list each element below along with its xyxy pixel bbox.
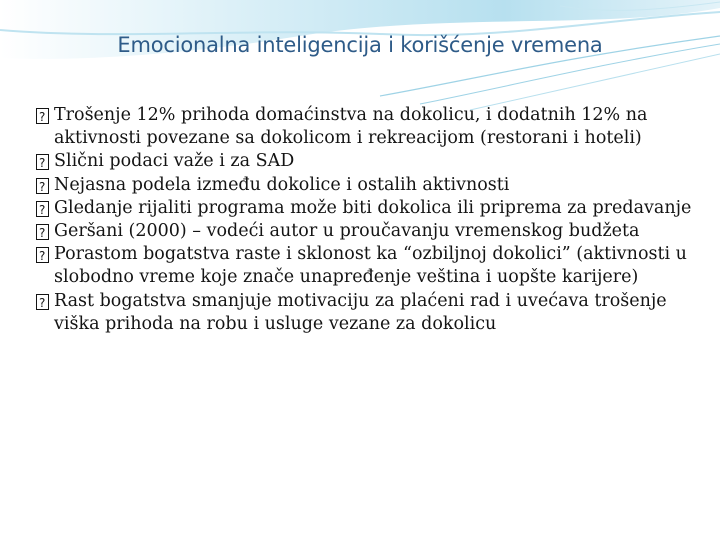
- missing-glyph-icon: [36, 224, 49, 240]
- bullet-list: [36, 104, 696, 336]
- bullet-item: [36, 197, 696, 220]
- bullet-item: [36, 174, 696, 197]
- bullet-text: Geršani (2000) – vodeći autor u proučavanju vremenskog budžeta: [54, 221, 640, 242]
- bullet-text: Porastom bogatstva raste i sklonost ka “ozbiljnoj dokolici” (aktivnosti u slobodno vreme koje znače unapređenje veština i uopšte karijere): [54, 244, 687, 288]
- missing-glyph-icon: [36, 154, 49, 170]
- missing-glyph-icon: [36, 108, 49, 124]
- bullet-text: Slični podaci važe i za SAD: [54, 151, 295, 172]
- missing-glyph-icon: [36, 294, 49, 310]
- bullet-text: Trošenje 12% prihoda domaćinstva na dokolicu, i dodatnih 12% na aktivnosti povezane sa dokolicom i rekreacijom (restorani i hoteli): [54, 105, 648, 149]
- header-wave-decoration: [0, 0, 720, 115]
- bullet-item: [36, 150, 696, 173]
- bullet-text: Nejasna podela između dokolice i ostalih aktivnosti: [54, 174, 510, 195]
- slide-title: Emocionalna inteligencija i korišćenje vremena: [117, 33, 603, 57]
- bullet-item: [36, 220, 696, 243]
- bullet-item: [36, 104, 696, 150]
- missing-glyph-icon: [36, 178, 49, 194]
- missing-glyph-icon: [36, 201, 49, 217]
- bullet-text: Gledanje rijaliti programa može biti dokolica ili priprema za predavanje: [54, 197, 692, 218]
- bullet-item: [36, 243, 696, 289]
- bullet-text: Rast bogatstva smanjuje motivaciju za plaćeni rad i uvećava trošenje viška prihoda na robu i usluge vezane za dokolicu: [54, 290, 667, 334]
- bullet-item: [36, 290, 696, 336]
- missing-glyph-icon: [36, 247, 49, 263]
